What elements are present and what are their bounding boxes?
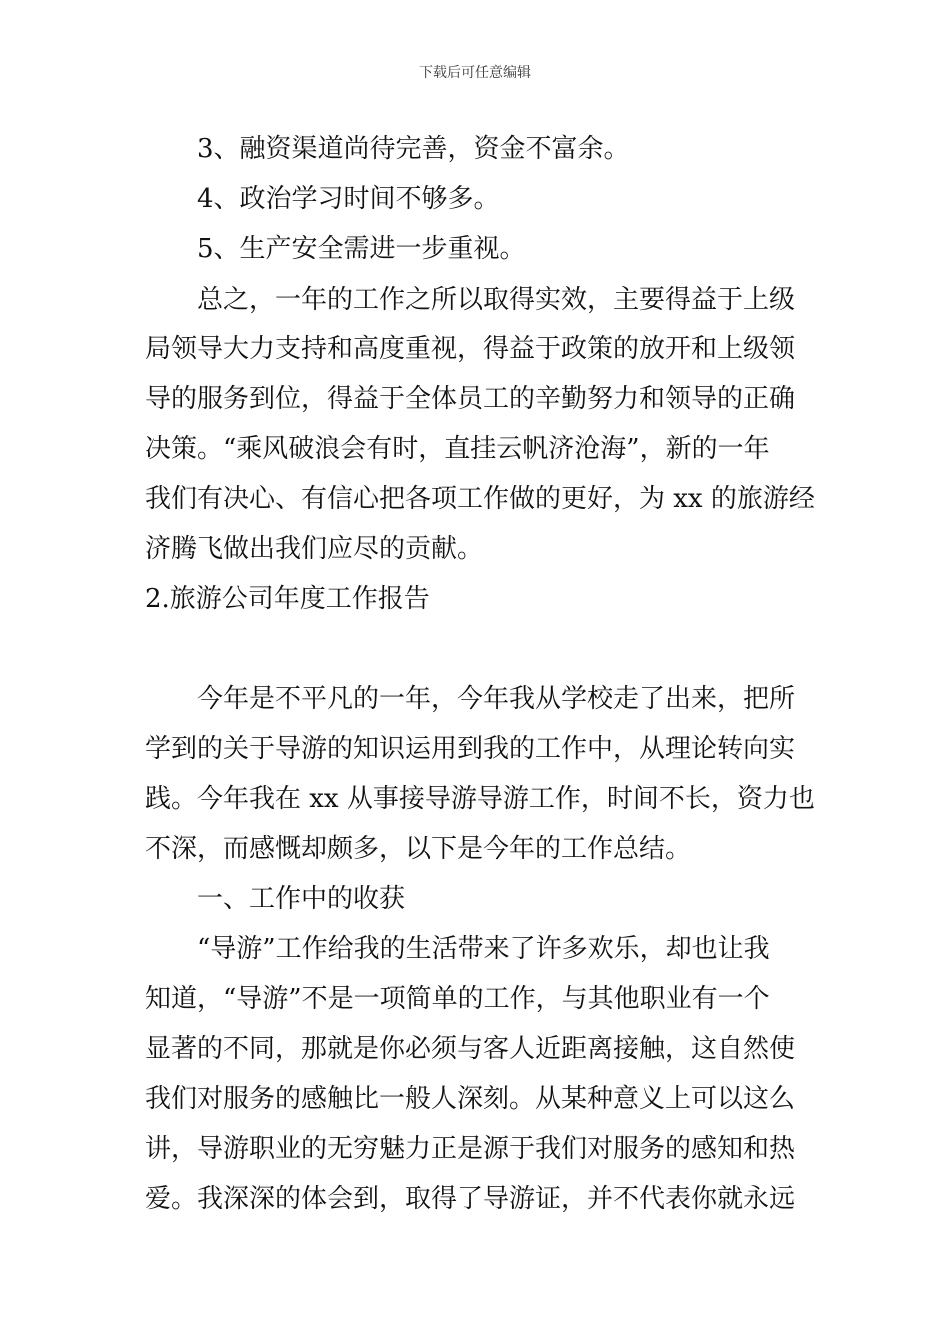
list-item-3: 3、融资渠道尚待完善，资金不富余。 <box>197 134 630 164</box>
intro-paragraph-line: 学到的关于导游的知识运用到我的工作中，从理论转向实 <box>145 734 796 764</box>
body-paragraph-line: 我们对服务的感触比一般人深刻。从某种意义上可以这么 <box>145 1084 796 1114</box>
body-paragraph-line: 讲，导游职业的无穷魅力正是源于我们对服务的感知和热 <box>145 1134 796 1164</box>
summary-paragraph-line: 决策。“乘风破浪会有时，直挂云帆济沧海”，新的一年 <box>145 434 770 464</box>
intro-paragraph-line: 不深，而感慨却颇多，以下是今年的工作总结。 <box>145 834 692 864</box>
list-item-4: 4、政治学习时间不够多。 <box>197 184 500 214</box>
summary-paragraph-line: 济腾飞做出我们应尽的贡献。 <box>145 534 484 564</box>
intro-paragraph-line: 今年是不平凡的一年，今年我从学校走了出来，把所 <box>197 684 796 714</box>
summary-paragraph-line: 导的服务到位，得益于全体员工的辛勤努力和领导的正确 <box>145 384 796 414</box>
body-paragraph-line: 知道，“导游”不是一项简单的工作，与其他职业有一个 <box>145 984 770 1014</box>
body-paragraph-line: 爱。我深深的体会到，取得了导游证，并不代表你就永远 <box>145 1184 796 1214</box>
body-paragraph-line: 显著的不同，那就是你必须与客人近距离接触，这自然使 <box>145 1034 796 1064</box>
subsection-heading: 一、工作中的收获 <box>197 884 406 914</box>
page-header: 下载后可任意编辑 <box>419 65 531 81</box>
body-paragraph-line: “导游”工作给我的生活带来了许多欢乐，却也让我 <box>197 934 770 964</box>
summary-paragraph-line: 我们有决心、有信心把各项工作做的更好，为 xx 的旅游经 <box>145 484 815 514</box>
section-title: 2.旅游公司年度工作报告 <box>145 584 430 614</box>
summary-paragraph-line: 总之，一年的工作之所以取得实效，主要得益于上级 <box>197 285 796 315</box>
summary-paragraph-line: 局领导大力支持和高度重视，得益于政策的放开和上级领 <box>145 334 796 364</box>
list-item-5: 5、生产安全需进一步重视。 <box>197 234 526 264</box>
intro-paragraph-line: 践。今年我在 xx 从事接导游导游工作，时间不长，资力也 <box>145 784 815 814</box>
